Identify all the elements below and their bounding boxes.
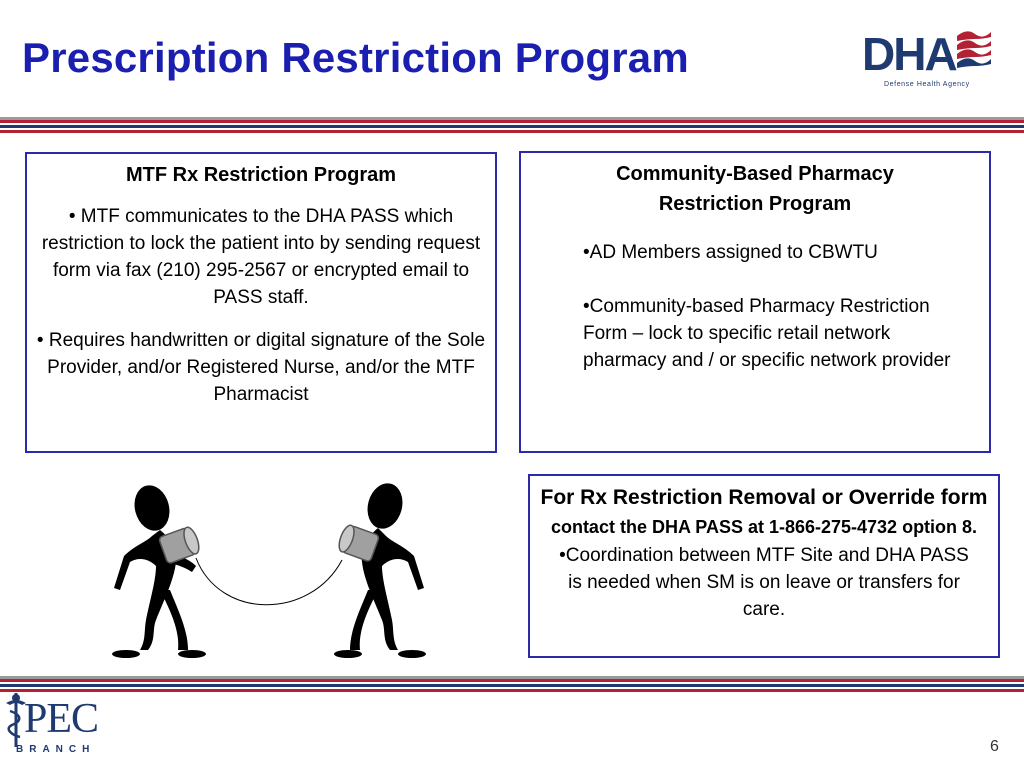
- community-box-bullet-1: •AD Members assigned to CBWTU: [583, 242, 878, 263]
- right-figure-icon: [334, 479, 426, 658]
- page-number: 6: [990, 738, 999, 755]
- pec-logo-letters: PEC: [24, 696, 99, 742]
- community-box-heading: Community-Based Pharmacy Restriction Program: [616, 163, 894, 215]
- removal-heading-large: For Rx Restriction Removal or Override form: [540, 486, 988, 509]
- bottom-divider-band: [0, 676, 1024, 694]
- dha-flag-stripes-icon: [957, 28, 991, 78]
- slide-title: Prescription Restriction Program: [22, 34, 689, 81]
- mtf-box-heading: MTF Rx Restriction Program: [125, 164, 397, 186]
- dha-logo-subtitle: Defense Health Agency: [884, 81, 970, 88]
- pec-logo-branch: BRANCH: [16, 744, 96, 755]
- left-figure-icon: [112, 481, 206, 658]
- community-pharmacy-box: [519, 151, 991, 453]
- mtf-box-bullet-1: • MTF communicates to the DHA PASS which restriction to lock the patient into by sending request form via fax (210) 295-2567 or encrypted email to PASS staff.: [41, 206, 481, 308]
- top-divider-band: [0, 117, 1024, 133]
- dha-logo-letters: DHA: [862, 28, 956, 80]
- removal-box-bullet-1: •Coordination between MTF Site and DHA PASS is needed when SM is on leave or transfers for care.: [559, 545, 969, 620]
- removal-box-heading: [538, 483, 990, 542]
- pec-branch-logo: [4, 693, 114, 763]
- community-box-bullet-2: •Community-based Pharmacy Restriction Form – lock to specific retail network pharmacy and / or specific network provider: [583, 296, 951, 371]
- mtf-restriction-box: [25, 152, 497, 453]
- tin-can-string: [196, 558, 342, 605]
- dha-logo: [862, 26, 990, 96]
- tin-can-phone-figures-illustration: [100, 470, 440, 670]
- removal-heading-small: contact the DHA PASS at 1-866-275-4732 option 8.: [550, 517, 978, 537]
- mtf-box-bullet-2: • Requires handwritten or digital signature of the Sole Provider, and/or Registered Nurse, and/or the MTF Pharmacist: [36, 330, 486, 405]
- removal-override-box: [528, 474, 1000, 658]
